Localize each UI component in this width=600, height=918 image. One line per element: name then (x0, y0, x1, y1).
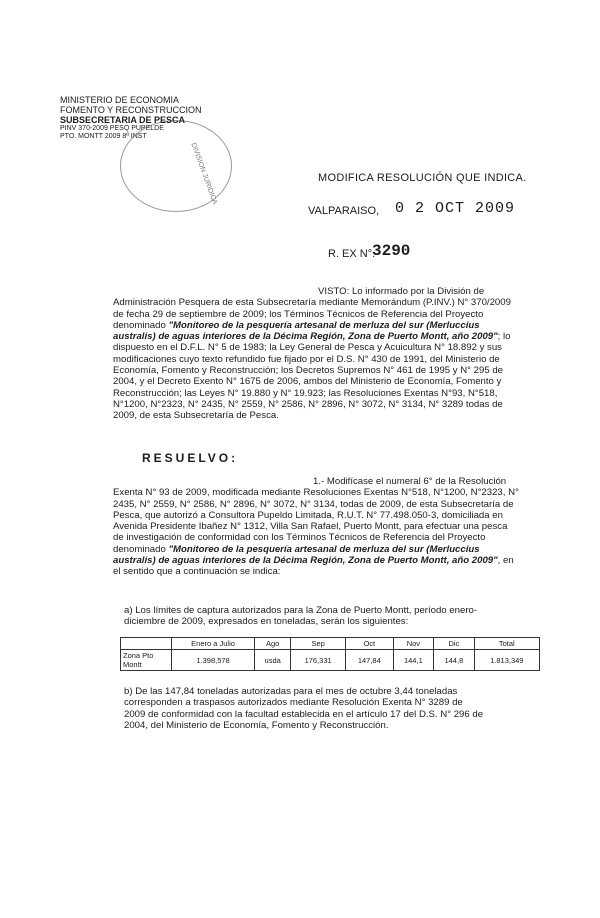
text-span: denominado (113, 319, 166, 331)
resolution-label: R. EX N°. (328, 248, 376, 260)
column-header: Ago (255, 638, 291, 650)
row-label: Zona Pto Montt (121, 650, 172, 671)
resolution-number: 3290 (372, 242, 411, 260)
text-line: VISTO: Lo informado por la División de (318, 286, 485, 297)
column-header: Enero a Julio (172, 638, 255, 650)
text-line: Administración Pesquera de esta Subsecretaría mediante Memorándum (P.INV.) N° 370/2009 (113, 297, 511, 309)
text-line: 2009, de esta Subsecretaría de Pesca. (113, 410, 279, 422)
table-cell: 176,331 (291, 650, 346, 671)
item-a-paragraph (124, 605, 538, 628)
text-line: corresponden a traspasos autorizados mediante Resolución Exenta N° 3289 de (124, 697, 463, 709)
ministry-line-1: MINISTERIO DE ECONOMIA (60, 95, 180, 105)
text-line: dispuesto en el D.F.L. N° 5 de 1983; la Ley General de Pesca y Acuicultura N° 18.892 y sus (113, 342, 502, 354)
column-header: Dic (434, 638, 475, 650)
text-line: Avenida Presidente Ibañez N° 1312, Villa San Rafael, Puerto Montt, para efectuar una pesca (113, 521, 508, 533)
text-line: modificaciones cuyo texto refundido fue fijado por el D.S. N° 430 de 1991, del Ministerio de (113, 353, 500, 365)
text-line: 2004, del Ministerio de Economía, Fomento y Reconstrucción. (124, 719, 389, 731)
table-cell: usda (255, 650, 291, 671)
item-b-paragraph (124, 686, 538, 731)
text-line (113, 555, 538, 566)
table-cell: 1.813,349 (474, 650, 539, 671)
table-cell: 1.398,578 (172, 650, 255, 671)
item-1-paragraph (113, 476, 538, 578)
text-line: el sentido que a continuación se indica: (113, 566, 281, 578)
column-header: Oct (346, 638, 394, 650)
table-row (121, 650, 540, 671)
text-span: ; lo (497, 331, 511, 343)
text-line: Pesca, que autorizó a Consultora Pupeldo Limitada, R.U.T. N° 77.498.050-3, domiciliada en (113, 509, 503, 521)
text-line (113, 320, 538, 331)
text-line: de fecha 29 de septiembre de 2009; los Términos Técnicos de Referencia del Proyecto (113, 308, 484, 320)
table-cell: 147,84 (346, 650, 394, 671)
reference-line-1: PINV 370-2009 PESQ PUPELDE (60, 125, 164, 132)
table-cell: 144,1 (393, 650, 434, 671)
text-line: a) Los límites de captura autorizados para la Zona de Puerto Montt, período enero- (124, 605, 478, 616)
project-name-span: "Monitoreo de la pesquería artesanal de merluza del sur (Merluccius (165, 319, 480, 331)
date-stamp: 0 2 OCT 2009 (395, 200, 516, 217)
text-line: N°1200, N°2323, N° 2435, N° 2559, N° 2586, N° 2896, N° 3072, N° 3134, N° 3289 todas de (113, 398, 503, 410)
subsecretaria-line: SUBSECRETARIA DE PESCA (60, 115, 186, 125)
text-line: diciembre de 2009, expresados en toneladas, serán los siguientes: (124, 616, 409, 628)
document-title: MODIFICA RESOLUCIÓN QUE INDICA. (318, 172, 527, 184)
resuelvo-heading: RESUELVO: (142, 451, 239, 465)
text-line: b) De las 147,84 toneladas autorizadas para el mes de octubre 3,44 toneladas (124, 686, 458, 697)
text-line: Exenta N° 93 de 2009, modificada mediante Resoluciones Exentas N°518, N°1200, N°2323, N° (113, 487, 519, 499)
column-header: Total (474, 638, 539, 650)
text-line: 2004, y el Decreto Exento N° 1675 de 2006, ambos del Ministerio de Economía, Fomento y (113, 376, 502, 388)
stamp-text: DIVISION JURIDICA (189, 142, 219, 206)
column-header: Sep (291, 638, 346, 650)
reference-line-2: PTO. MONTT 2009 8ª INST (60, 133, 147, 140)
catch-limits-table (120, 637, 540, 671)
table-header-row (121, 638, 540, 650)
ministry-line-2: FOMENTO Y RECONSTRUCCION (60, 105, 202, 115)
project-name-span: australis) de aguas interiores de la Décima Región, Zona de Puerto Montt, año 2009" (113, 331, 498, 343)
text-line: 2435, N° 2559, N° 2586, N° 2896, N° 3072, N° 3134, todas de 2009, de esta Subsecretaría de (113, 498, 514, 510)
text-span: denominado (113, 543, 166, 555)
text-line: 2009 de conformidad con la facultad establecida en el artículo 17 del D.S. N° 296 de (124, 708, 484, 720)
text-line: Reconstrucción; las Leyes N° 19.880 y N° 19.923; las Resoluciones Exentas N°93, N°518, (113, 387, 498, 399)
project-name-span: "Monitoreo de la pesquería artesanal de merluza del sur (Merluccius (165, 543, 480, 555)
text-line (113, 331, 538, 342)
text-line: Economía, Fomento y Reconstrucción; los Decretos Supremos N° 461 de 1995 y N° 295 de (113, 365, 504, 377)
place-label: VALPARAISO, (308, 205, 380, 217)
column-header: Nov (393, 638, 434, 650)
text-span: , en (497, 555, 514, 567)
text-line (113, 544, 538, 555)
project-name-span: australis) de aguas interiores de la Décima Región, Zona de Puerto Montt, año 2009" (113, 555, 498, 567)
table-cell: 144,8 (434, 650, 475, 671)
text-line: 1.- Modifícase el numeral 6° de la Resolución (313, 476, 507, 487)
text-line: de investigación de conformidad con los Términos Técnicos de Referencia del Proyecto (113, 532, 486, 544)
visto-paragraph (113, 286, 538, 422)
